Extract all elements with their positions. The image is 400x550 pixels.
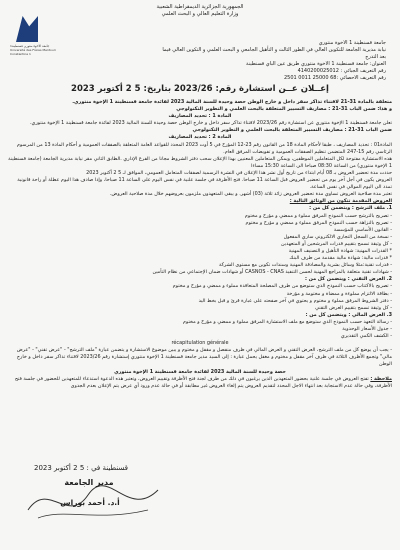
logo-text-arabic: جامعة الاخوة منتوري قسنطينة1 — [10, 44, 50, 48]
place-date: قسنطينة في : 5 2 أكتوبر 2023 — [34, 464, 128, 472]
technical-item: - تصريح بالاكتتاب حسب النموذج الذي ستوضع من طرف المصلحة المتعاقدة مملوء و ممضي و مؤرخ و مختوم — [172, 283, 392, 290]
candidature-item: * قدرات مالية: شهادة مالية مقدمة من طرف البنك — [289, 255, 392, 262]
candidature-item: - تصريح بالترشح حسب النموذج المرفق مملوء و ممضي و مؤرخ و مختوم — [244, 212, 392, 219]
financial-item: récapitulation générale — [171, 340, 229, 347]
eligibility-paragraph: هذه الاستشارة مفتوحة لكل المتعاملين الموظفين، ويمكن المتعاملين المعنيين بهذا الإعلان سحب دفتر الشروط مجانا من الفرع الإداري .الطابق الثاني مقر نيابة مديرية الجامعة (جامعة قسنطينة 1 الإخوة منتوري) من الساعة 08:30 صباحا الى الساعة 15:30 مساءا — [8, 155, 392, 169]
technical-item: - بطاقة الالتزام مملوءة و ممضاة و مختومة و مؤرخة — [286, 290, 392, 297]
note-label: ملاحظة : — [370, 375, 392, 382]
address-line: رقم التعريف الاحصائي :68 25000 0011 2501 — [283, 75, 386, 81]
address-line: العنوان: جامعة قسنطينة 1 الاخوة منتوري طريق عين الباي قسنطينة — [246, 61, 386, 67]
financial-title: 3. العرض المالي : ويتضمن كل من : — [305, 311, 392, 318]
stamp-line-2: أ.د. أحمد بوراس — [60, 498, 120, 507]
financial-item: - الكشف الكمي التقديري — [340, 333, 392, 340]
article-1: تعلن جامعة قسنطينة 1 الإخوة منتوري عن استشارة رقم 2023/26 لاقتناء تذاكر سفر داخل و خارج الوطن حصة وحيدة للسنة المالية 2023 لفائدة جامعة قسنطينة 1 الإخوة منتوري. — [29, 120, 392, 127]
candidature-item: - قدرات تقنية:مثلا وسائل بشرية والمصادقة المهنية وسندات تكوين مع مستوى الشركة — [218, 262, 392, 269]
validity-paragraph: تعتبر مدة صلاحية العروض تساوي مدة تحضير العروض زائد ثلاثة (03) أشهر. و يبقى المتعهدون ملزمون بعروضهم خلال مدة صلاحية العروض. — [109, 191, 392, 198]
address-block — [156, 40, 386, 82]
announcement-title: إعــلان عــن استشارة رقم: 2023/26 بتاريخ: 5 2 أكتوبر 2023 — [71, 84, 329, 94]
deposit-paragraph: العروض يكون في أجل آخر يوم من تحضير العروض قبل الساعة 11 صباحا. فتح الأظرفة في جلسة علنية في نفس اليوم على الساعة 11 صباحا، وإذا صادف هذا اليوم عطلة أو راحة قانونية تمدد الى اليوم الموالي في نفس الساعة. — [17, 177, 392, 191]
ministry-title: وزارة التعليم العالي و البحث العلمي — [161, 11, 239, 17]
article-1b: ضمن الباب 31-21 : مصاريف التسيير المتعلقة بالبحث العلمي و التطوير التكنولوجي — [192, 127, 392, 134]
candidature-item: - كل وثيقة تسمح بتقييم قدرات المرشحين أو المتعهدين — [281, 240, 392, 247]
technical-title: 2. العرض التقني : ويتضمن كل من : — [305, 276, 392, 283]
candidature-item: - القانون الأساسي للمؤسسة — [333, 226, 392, 233]
technical-item: - كل وثيقة تسمح بتقييم العرض التقني — [315, 304, 392, 311]
technical-item: - دفتر الشروط المرفق مملوء و مختوم و يحتوي في آخر صفحته على عبارة قرئ و قبل بخط اليد — [198, 297, 392, 304]
documents-title: العروض المقدمة تتكون من الوثائق التالية : — [289, 198, 392, 205]
article-2-heading: المادة 2 : تحديد المصاريف — [168, 134, 232, 141]
stamp-line-1: مدير الجامعة — [64, 478, 114, 487]
closing-line: حصة وحيدة للسنة المالية 2023 لفائدة جامعة قسنطينة 1 الإخوة منتوري — [114, 368, 286, 375]
logo-emblem-icon — [16, 16, 38, 42]
financial-item: - رسالة التعهد حسب النموذج الذي ستوضع مع ملف الاستشارة المرفق مملوء و ممضي و مؤرخ و مختوم — [182, 318, 392, 325]
logo-text-french: Université des Frères Mentouri Constantine 1 — [10, 48, 56, 56]
note-text: تفتح العروض في جلسة علنية بحضور المتعهدين الذين يرغبون في ذلك من طرف لجنة فتح الأظرفة وتقييم العروض، وتعتبر هذه الدعوة استدعاء للمتعهدين للحضور في جلسة فتح الأظرفة، وفي حالة عدم الاستجابة بعد انتهاء الاجل المحدد لتقديم العروض يتم إلغاء العروض غير مطابقة أو في حالة عدم ورود أي عرض يتم الإعلان بعدم الجدوى — [14, 375, 392, 389]
article-2: المادة01 : تحديد المصاريف ، طبقا لأحكام المادة 18 من القانون رقم 23-12 المؤرخ في 5 أوت 2023 المحدد للقواعد العامة المتعلقة بالصفقات العمومية و أحكام المادة 13 من المرسوم الرئاسي رقم 15-247 المتضمن تنظيم الصفقات العمومية و تفويضات المرفق العام. — [16, 141, 392, 155]
announcement-body — [8, 99, 392, 390]
envelopes-paragraph: - يجب أن يوضع كل من ملف الترشح، العرض التقني و العرض المالي في ظرف منفصل و مقفل و مختوم و يبين موضوع الاستشارة و يتضمن عبارة "ملف الترشح" - "عرض تقني" - "عرض مالي" وتجمع الأظرف الثلاثة في ظرف آخر مقفل و مختوم و مغفل يحمل عبارة : إلى السيد مدير جامعة قسنطينة 1 الإخوة منتوري إستشارة رقم 2023/26 لاقتناء تذاكر سفر داخل و خارج الوطن — [16, 347, 392, 368]
candidature-title: 1. ملف الترشح : ويتضمن كل من : — [309, 205, 392, 212]
intro-paragraph: متعلقة بالمادة 31-21 لاقتناء تذاكر سفر داخل و خارج الوطن حصة وحيدة للسنة المالية 2023 لفائدة جامعة قسنطينة 1 الإخوة منتوري. — [72, 99, 392, 105]
address-line: رقم التعريف الجبائي : 4140200025012 — [297, 68, 386, 74]
address-line: نيابة مديرية الجامعة للتكوين العالي في الطور الثالث و التأهيل الجامعي و البحث العلمي و التكوين العالي فيما بعد التدرج — [162, 47, 386, 60]
candidature-item: - نسخة من السجل التجاري الالكتروني ساري المفعول — [283, 233, 392, 240]
candidature-item: - شهادات تقنية متعلقة بالمراجع المهنية لحسن التنفيذ CASNOS - CNAS أو شهادات ضمان الإجتماعي من نظام التأمين — [152, 269, 392, 276]
republic-title: الجمهورية الجزائرية الديمقراطية الشعبية — [156, 4, 244, 10]
address-line: جامعة قسنطينة 1 الاخوة منتوري — [318, 40, 386, 46]
signature-block — [14, 464, 174, 534]
deadline-paragraph: حددت مدة تحضير العروض بـ 08 أيام ابتداء من تاريخ أول نشر هذا الإعلان في النشرة الرسمية لصفقات المتعامل العمومي، الموافق لـ 5 2 أكتوبر 2023 — [86, 169, 392, 176]
university-logo — [10, 16, 68, 60]
chapter-line: و هذا: ضمن الباب 31-21 : مصاريف التسيير المتعلقة بالبحث العلمي و التطوير التكنولوجي — [176, 106, 392, 113]
candidature-item: * القدرات المهنية: شهادة التأهيل و التصنيف المهنية — [288, 247, 392, 254]
candidature-item: - تصريح بالنزاهة حسب النموذج المرفق مملوء و ممضي و مؤرخ و مختوم — [245, 219, 392, 226]
financial-item: - جدول الأسعار الوحدوية — [342, 326, 392, 332]
article-heading: المادة 1 : تحديد المصاريف — [168, 113, 232, 120]
